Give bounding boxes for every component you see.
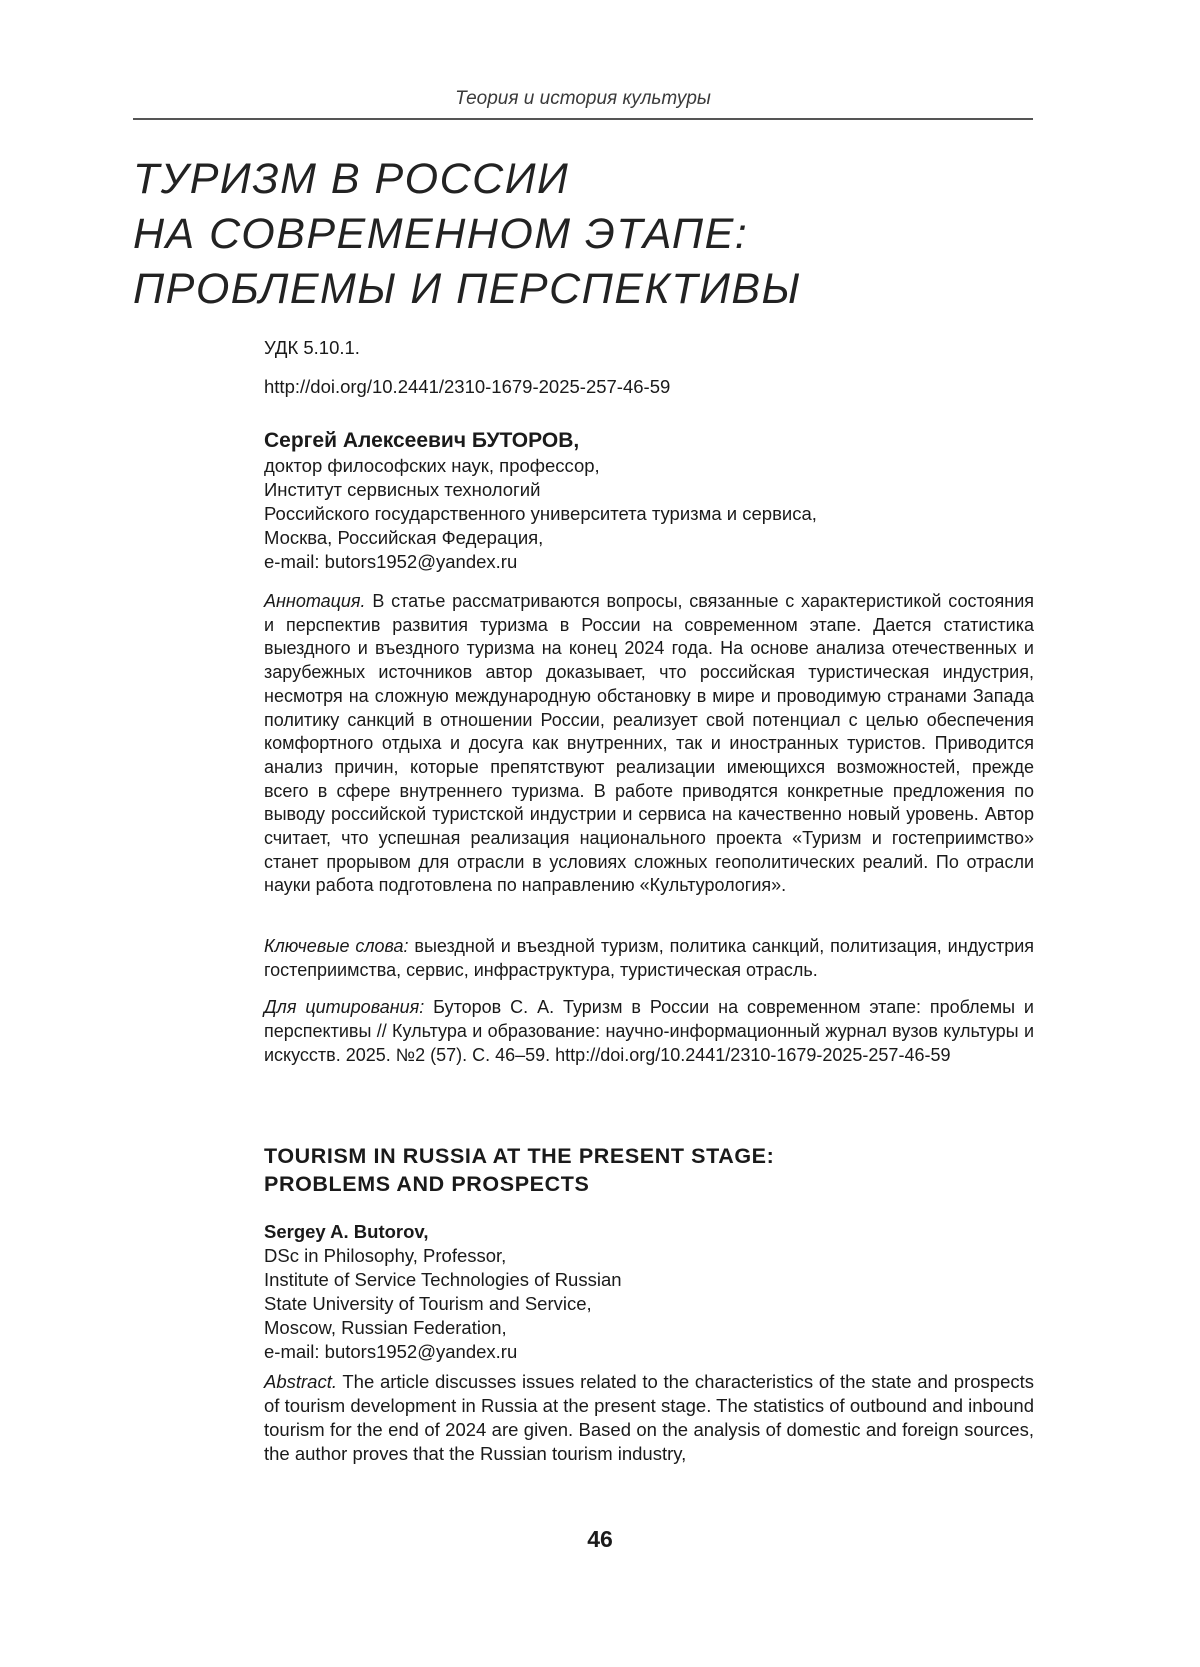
citation-label: Для цитирования: (264, 997, 425, 1017)
author-block-ru (264, 427, 1034, 574)
author-block-en (264, 1220, 1034, 1364)
citation-ru (264, 995, 1034, 1067)
title-line: ТУРИЗМ В РОССИИ (133, 155, 570, 203)
english-title-line: PROBLEMS AND PROSPECTS (264, 1172, 590, 1196)
english-title-line: TOURISM IN RUSSIA AT THE PRESENT STAGE: (264, 1144, 775, 1168)
doi-link[interactable]: http://doi.org/10.2441/2310-1679-2025-257-46-59 (264, 376, 671, 397)
citation-text: Буторов С. А. Туризм в России на современном этапе: проблемы и перспективы // Культура и образование: научно-информационный журнал вузов культуры и искусств. 2025. №2 (57). С. 46–59. http://doi.org/10.2441/2310-1679-2025-257-46-59 (264, 997, 1034, 1065)
abstract-text: В статье рассматриваются вопросы, связанные с характеристикой состояния и перспектив развития туризма в России на современном этапе. Дается статистика выездного и въездного туризма на конец 2024 года. На основе анализа отечественных и зарубежных источников автор доказывает, что российская туристическая индустрия, несмотря на сложную международную обстановку в мире и проводимую странами Запада политику санкций в отношении России, реализует свой потенциал с целью обеспечения комфортного отдыха и досуга как внутренних, так и иностранных туристов. Приводится анализ причин, которые препятствуют реализации имеющихся возможностей, прежде всего в сфере внутреннего туризма. В работе приводятся конкретные предложения по выводу российской туристской индустрии и сервиса на качественно новый уровень. Автор считает, что успешная реализация национального проекта «Туризм и гостеприимство» станет прорывом для отрасли в условиях сложных геополитических реалий. По отрасли науки работа подготовлена по направлению «Культурология». (264, 591, 1034, 896)
udk-code: УДК 5.10.1. (264, 337, 360, 358)
author-affiliation-line-en: Institute of Service Technologies of Russian (264, 1269, 622, 1290)
author-affiliation-line: Российского государственного университета туризма и сервиса, (264, 503, 817, 524)
page-number: 46 (587, 1526, 613, 1552)
author-affiliation-line-en: Moscow, Russian Federation, (264, 1317, 507, 1338)
author-affiliation-line-en: DSc in Philosophy, Professor, (264, 1245, 507, 1266)
author-email[interactable]: e-mail: butors1952@yandex.ru (264, 551, 518, 572)
author-affiliation-line-en: State University of Tourism and Service, (264, 1293, 592, 1314)
running-head: Теория и история культуры (455, 88, 711, 109)
keywords-ru (264, 934, 1034, 982)
author-email-en[interactable]: e-mail: butors1952@yandex.ru (264, 1341, 518, 1362)
author-affiliation-line: Москва, Российская Федерация, (264, 527, 544, 548)
abstract-label-en: Abstract. (264, 1371, 337, 1392)
author-name-en: Sergey A. Butorov, (264, 1221, 429, 1242)
author-name: Сергей Алексеевич БУТОРОВ, (264, 429, 580, 452)
abstract-label: Аннотация. (264, 591, 366, 611)
english-title (264, 1142, 1034, 1198)
abstract-en (264, 1370, 1034, 1466)
author-affiliation-line: Институт сервисных технологий (264, 479, 541, 500)
title-line: ПРОБЛЕМЫ И ПЕРСПЕКТИВЫ (133, 265, 802, 313)
keywords-label: Ключевые слова: (264, 936, 409, 956)
abstract-ru (264, 590, 1034, 898)
article-title (133, 152, 1033, 317)
abstract-text-en: The article discusses issues related to the characteristics of the state and prospects of tourism development in Russia at the present stage. The statistics of outbound and inbound tourism for the end of 2024 are given. Based on the analysis of domestic and foreign sources, the author proves that the Russian tourism industry, (264, 1371, 1034, 1464)
header-rule (133, 118, 1033, 120)
title-line: НА СОВРЕМЕННОМ ЭТАПЕ: (133, 210, 749, 258)
keywords-text: выездной и въездной туризм, политика санкций, политизация, индустрия гостеприимства, сервис, инфраструктура, туристическая отрасль. (264, 936, 1035, 980)
author-affiliation-line: доктор философских наук, профессор, (264, 455, 600, 476)
